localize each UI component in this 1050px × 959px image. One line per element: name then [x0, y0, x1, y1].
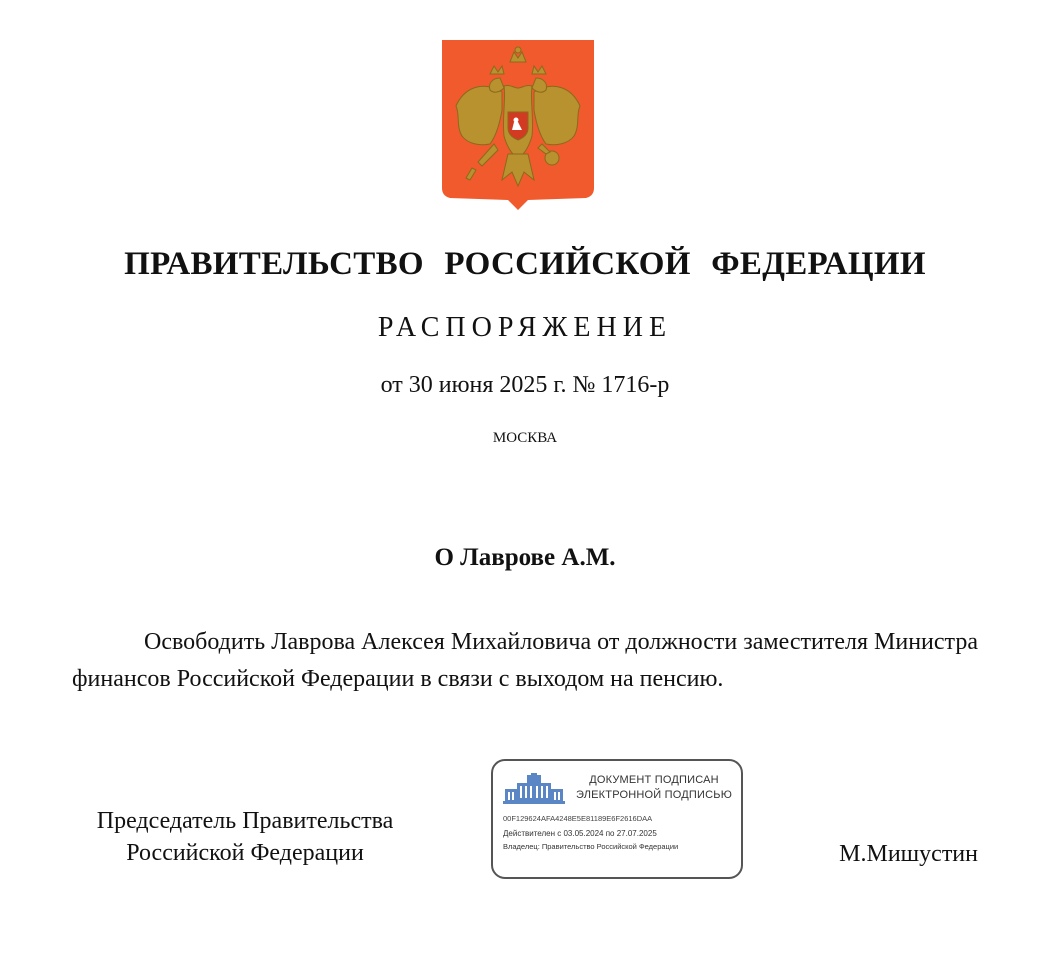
stamp-heading-line1: ДОКУМЕНТ ПОДПИСАН — [589, 774, 719, 786]
document-subject: О Лаврове А.М. — [434, 544, 616, 571]
signer-name: М.Мишустин — [839, 841, 978, 867]
signer-position-line1: Председатель Правительства — [96, 808, 394, 834]
certificate-serial: 00F129624AFA4248E5E81189E6F2616DAA — [503, 814, 653, 823]
certificate-validity: Действителен с 03.05.2024 по 27.07.2025 — [503, 829, 657, 838]
government-title: ПРАВИТЕЛЬСТВО РОССИЙСКОЙ ФЕДЕРАЦИИ — [124, 246, 926, 282]
signer-position — [60, 805, 430, 869]
certificate-owner: Владелец: Правительство Российской Федерации — [503, 842, 679, 851]
stamp-heading — [573, 773, 735, 803]
document-city: МОСКВА — [492, 430, 558, 446]
document-type: РАСПОРЯЖЕНИЕ — [377, 312, 673, 343]
russian-coat-of-arms-icon — [442, 40, 594, 212]
electronic-signature-stamp — [491, 759, 743, 879]
document-body: Освободить Лаврова Алексея Михайловича от должности заместителя Министра финансов Российской Федерации в связи с выходом на пенсию. — [72, 629, 978, 692]
document-date-number: от 30 июня 2025 г. № 1716-р — [380, 372, 670, 398]
stamp-heading-line2: ЭЛЕКТРОННОЙ ПОДПИСЬЮ — [575, 789, 733, 801]
government-building-icon — [503, 773, 565, 805]
signer-position-line2: Российской Федерации — [126, 840, 364, 866]
coat-of-arms-emblem — [442, 40, 594, 212]
